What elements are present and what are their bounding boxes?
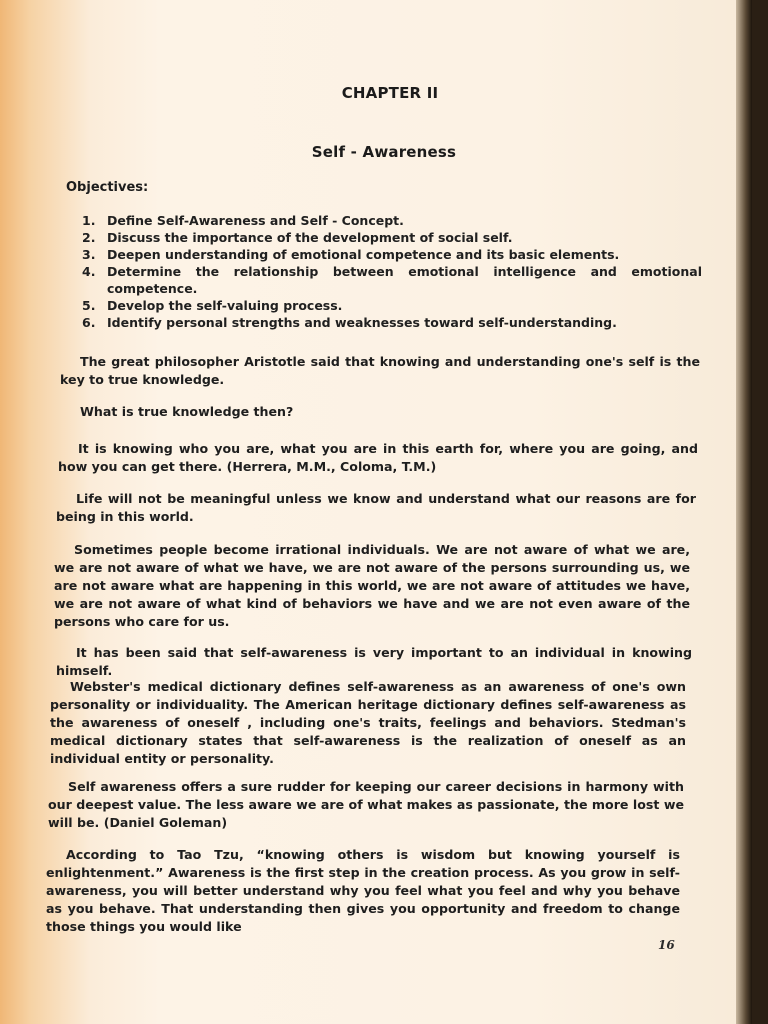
paragraph: The great philosopher Aristotle said that knowing and understanding one's self is the key to true knowledge.: [60, 354, 700, 387]
page-number: 16: [658, 938, 675, 952]
paragraph: It is knowing who you are, what you are in this earth for, where you are going, and how you can get there. (Herrera, M.M., Coloma, T.M.): [58, 441, 698, 474]
objective-number: 6.: [82, 315, 96, 330]
paragraph: What is true knowledge then?: [80, 404, 294, 419]
objective-item: [82, 246, 702, 263]
objectives-label: Objectives:: [66, 180, 149, 195]
objective-number: 1.: [82, 213, 96, 228]
objective-text: Develop the self-valuing process.: [107, 298, 343, 313]
paragraph: It has been said that self-awareness is very important to an individual in knowing himself.: [56, 645, 692, 678]
objective-number: 2.: [82, 230, 96, 245]
objective-text: Deepen understanding of emotional competence and its basic elements.: [107, 247, 620, 262]
objective-item: [82, 314, 702, 331]
paragraph: Life will not be meaningful unless we know and understand what our reasons are for being in this world.: [56, 491, 696, 524]
objective-number: 4.: [82, 264, 96, 279]
objective-item: [82, 212, 702, 229]
objective-item: [82, 229, 702, 246]
objective-text: Discuss the importance of the development of social self.: [107, 230, 513, 245]
objective-text: Identify personal strengths and weaknesses toward self-understanding.: [107, 315, 617, 330]
chapter-heading: CHAPTER II: [341, 84, 439, 102]
paragraph: According to Tao Tzu, “knowing others is wisdom but knowing yourself is enlightenment.” Awareness is the first step in the creation process. As you grow in self-awareness, you will better understand why you feel what you feel and why you behave as you behave. That understanding then gives you opportunity and freedom to change those things you would like: [46, 847, 680, 934]
paragraph: Webster's medical dictionary defines self-awareness as an awareness of one's own personality or individuality. The American heritage dictionary defines self-awareness as the awareness of oneself , including one's traits, feelings and behaviors. Stedman's medical dictionary states that self-awareness is the realization of oneself as an individual entity or personality.: [50, 679, 686, 766]
objective-number: 3.: [82, 247, 96, 262]
paragraph: Sometimes people become irrational individuals. We are not aware of what we are, we are not aware of what we have, we are not aware of the persons surrounding us, we are not aware what are happening in this world, we are not aware of attitudes we have, we are not aware of what kind of behaviors we have and we are not even aware of the persons who care for us.: [54, 542, 690, 629]
section-title: Self - Awareness: [311, 143, 457, 161]
objective-number: 5.: [82, 298, 96, 313]
page-edge-shadow: [736, 0, 752, 1024]
objective-item: [82, 263, 702, 297]
paragraph: Self awareness offers a sure rudder for keeping our career decisions in harmony with our deepest value. The less aware we are of what makes as passionate, the more lost we will be. (Daniel Goleman): [48, 779, 684, 830]
objective-item: [82, 297, 702, 314]
objectives-list: [82, 212, 702, 331]
objective-text: Define Self-Awareness and Self - Concept.: [107, 213, 404, 228]
objective-text: Determine the relationship between emotional intelligence and emotional competence.: [107, 264, 702, 296]
